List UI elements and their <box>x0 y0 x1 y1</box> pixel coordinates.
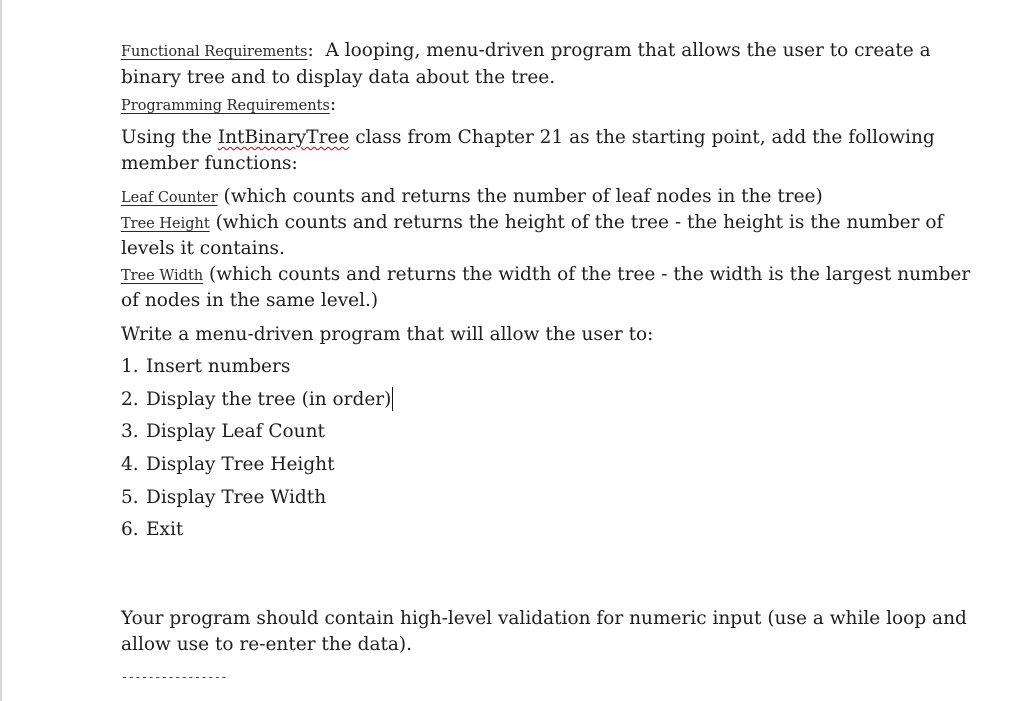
functional-requirements-heading: Functional Requirements <box>121 44 308 60</box>
tree-width-line <box>121 262 970 289</box>
menu-item-number: 3. <box>121 421 139 442</box>
using-text-pre: Using the <box>121 127 218 148</box>
functional-requirements-text: A looping, menu-driven program that allows the user to create a <box>313 40 931 61</box>
menu-item-4 <box>121 452 335 478</box>
menu-item-number: 6. <box>121 519 139 540</box>
leaf-counter-label: Leaf Counter <box>121 190 218 206</box>
menu-item-text: Display Leaf Count <box>146 421 325 442</box>
menu-item-number: 2. <box>121 389 139 410</box>
heading-colon: : <box>307 40 314 61</box>
menu-item-number: 4. <box>121 454 139 475</box>
separator-dashes: ---------------- <box>121 670 227 684</box>
leaf-counter-description: (which counts and returns the number of leaf nodes in the tree) <box>217 186 823 207</box>
functional-requirements-line-2: binary tree and to display data about the tree. <box>121 67 556 88</box>
menu-item-text: Insert numbers <box>146 356 291 377</box>
functional-requirements-line-1 <box>121 38 931 65</box>
menu-item-number: 1. <box>121 356 139 377</box>
leaf-counter-line <box>121 184 823 211</box>
menu-item-text: Display Tree Height <box>146 454 335 475</box>
page-left-edge <box>0 0 2 701</box>
menu-item-5 <box>121 485 326 511</box>
using-text-post: class from Chapter 21 as the starting point, add the following <box>349 127 935 148</box>
tree-width-label: Tree Width <box>121 268 204 284</box>
validation-line-1: Your program should contain high-level validation for numeric input (use a while loop and <box>121 608 967 629</box>
heading-colon: : <box>329 94 337 115</box>
tree-width-continuation: of nodes in the same level.) <box>121 290 379 311</box>
menu-item-2 <box>121 387 393 413</box>
menu-item-6 <box>121 517 183 543</box>
using-paragraph-line-2: member functions: <box>121 153 298 174</box>
tree-height-line <box>121 210 943 237</box>
menu-item-1 <box>121 354 290 380</box>
programming-requirements-line <box>121 92 336 119</box>
using-paragraph-line-1 <box>121 125 935 151</box>
programming-requirements-heading: Programming Requirements <box>121 98 330 114</box>
tree-width-description: (which counts and returns the width of the tree - the width is the largest number <box>203 264 971 285</box>
text-cursor <box>392 387 393 411</box>
menu-item-3 <box>121 419 325 445</box>
tree-height-continuation: levels it contains. <box>121 238 285 259</box>
menu-item-text: Display the tree (in order) <box>146 389 392 410</box>
menu-item-text: Display Tree Width <box>146 487 327 508</box>
menu-intro: Write a menu-driven program that will allow the user to: <box>121 324 654 345</box>
menu-item-number: 5. <box>121 487 139 508</box>
menu-item-text: Exit <box>146 519 184 540</box>
tree-height-label: Tree Height <box>121 216 210 232</box>
tree-height-description: (which counts and returns the height of the tree - the height is the number of <box>209 212 944 233</box>
validation-line-2: allow use to re-enter the data). <box>121 634 413 655</box>
class-name-misspelled[interactable]: IntBinaryTree <box>217 127 350 148</box>
